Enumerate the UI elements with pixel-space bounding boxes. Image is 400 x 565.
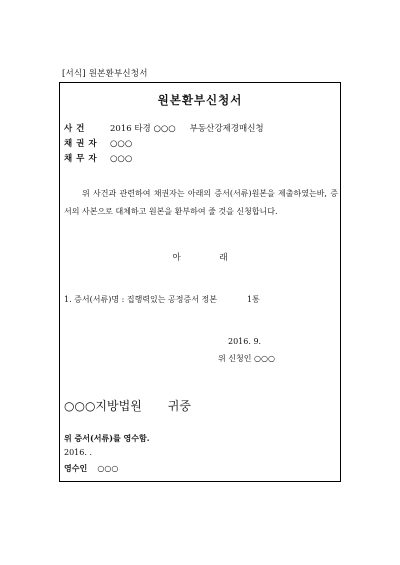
case-number: 2016 타경 ○○○ bbox=[110, 124, 176, 134]
case-row bbox=[64, 122, 264, 134]
receipt-date: 2016. . bbox=[64, 448, 92, 457]
application-date: 2016. 9. bbox=[228, 337, 262, 346]
case-label: 사 건 bbox=[64, 124, 85, 134]
court-suffix: 귀중 bbox=[167, 399, 191, 413]
document-item-count: 1통 bbox=[246, 295, 260, 304]
below-heading: 아 래 bbox=[172, 253, 228, 263]
creditor-label: 채 권 자 bbox=[64, 139, 98, 149]
receiver-row bbox=[64, 463, 118, 474]
request-paragraph: 위 사건과 관련하여 채권자는 아래의 증서(서류)원본을 제출하였는바, 증서의 사본으로 대체하고 원본을 환부하여 줄 것을 신청합니다. bbox=[64, 189, 338, 216]
creditor-value: ○○○ bbox=[110, 139, 133, 149]
debtor-row bbox=[64, 152, 132, 164]
creditor-row bbox=[64, 137, 132, 149]
form-title: 원본환부신청서 bbox=[157, 93, 243, 107]
document-item bbox=[64, 294, 260, 305]
application-form bbox=[59, 82, 341, 482]
form-label: [서식] 원본환부신청서 bbox=[62, 69, 148, 79]
document-item-text: 1. 증서(서류)명 : 집행력있는 공정증서 정본 bbox=[64, 295, 217, 304]
receipt-statement: 위 증서(서류)를 영수함. bbox=[64, 433, 150, 443]
debtor-label: 채 무 자 bbox=[64, 154, 98, 164]
court-name: ○○○지방법원 bbox=[64, 399, 142, 413]
case-name: 부동산강제경매신청 bbox=[189, 124, 264, 134]
debtor-value: ○○○ bbox=[110, 154, 133, 164]
receiver-label: 영수인 bbox=[64, 463, 88, 473]
receiver-value: ○○○ bbox=[97, 464, 119, 473]
applicant-line: 위 신청인 ○○○ bbox=[218, 354, 275, 363]
court-addressee bbox=[64, 397, 191, 414]
